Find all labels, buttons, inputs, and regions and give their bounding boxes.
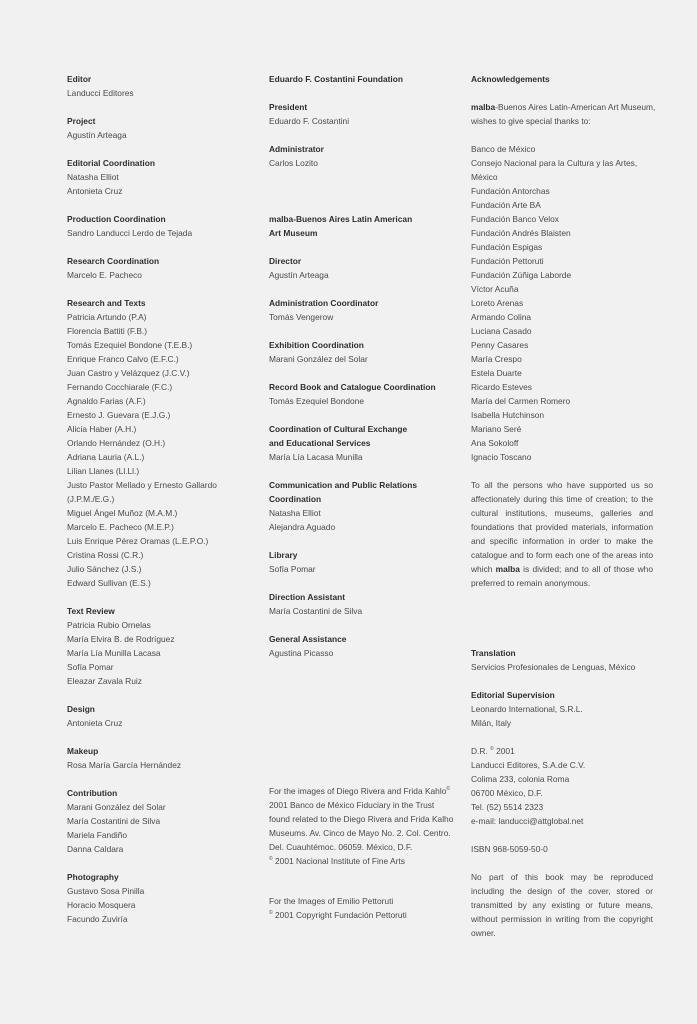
research-texts-author: Luis Enrique Pérez Oramas (L.E.P.O.): [67, 536, 209, 546]
record-book-name: Tomás Ezequiel Bondone: [269, 396, 364, 406]
thanks-item: Fundación Espigas: [471, 242, 543, 252]
research-texts-author: Orlando Hernández (O.H.): [67, 438, 166, 448]
president-name: Eduardo F. Costantini: [269, 116, 350, 126]
research-texts-author: Justo Pastor Mellado y Ernesto Gallardo: [67, 480, 217, 490]
research-texts-author: Miguel Ángel Muñoz (M.A.M.): [67, 508, 178, 518]
thanks-item: Ignacio Toscano: [471, 452, 532, 462]
project-heading: Project: [67, 116, 96, 126]
research-texts-author: Julio Sánchez (J.S.): [67, 564, 142, 574]
research-texts-author: Juan Castro y Velázquez (J.C.V.): [67, 368, 190, 378]
research-texts-author: Alicia Haber (A.H.): [67, 424, 137, 434]
publisher-address-line: Tel. (52) 5514 2323: [471, 802, 544, 812]
production-coordination-name: Sandro Landucci Lerdo de Tejada: [67, 228, 193, 238]
thanks-item: Fundación Banco Velox: [471, 214, 559, 224]
research-texts-author: Agnaldo Farias (A.F.): [67, 396, 146, 406]
thanks-item: México: [471, 172, 498, 182]
exhibition-coordination-name: Marani González del Solar: [269, 354, 368, 364]
image-rights-note: [269, 784, 454, 868]
publisher-email: e-mail: landucci@attglobal.net: [471, 816, 584, 826]
library-name: Sofía Pomar: [269, 564, 316, 574]
pettoruti-note: [269, 894, 449, 922]
editorial-coordination-name: Antonieta Cruz: [67, 186, 123, 196]
research-texts-author: Lilian Llanes (Ll.Ll.): [67, 466, 140, 476]
direction-assistant-heading: Direction Assistant: [269, 592, 346, 602]
communication-heading: Communication and Public Relations: [269, 480, 417, 490]
production-coordination-heading: Production Coordination: [67, 214, 166, 224]
editorial-coordination-name: Natasha Elliot: [67, 172, 119, 182]
director-heading: Director: [269, 256, 302, 266]
exhibition-coordination-heading: Exhibition Coordination: [269, 340, 364, 350]
thanks-item: Armando Colina: [471, 312, 532, 322]
publisher-address-line: Colima 233, colonia Roma: [471, 774, 570, 784]
contribution-name: María Costantini de Silva: [67, 816, 161, 826]
cultural-exchange-heading: and Educational Services: [269, 438, 371, 448]
editorial-supervision-name: Milán, Italy: [471, 718, 512, 728]
thanks-item: Fundación Andrés Blaisten: [471, 228, 571, 238]
makeup-heading: Makeup: [67, 746, 99, 756]
thanks-item: Isabella Hutchinson: [471, 410, 545, 420]
thanks-item: Fundación Zúñiga Laborde: [471, 270, 572, 280]
administrator-name: Carlos Lozito: [269, 158, 318, 168]
administration-coordinator-name: Tomás Vengerow: [269, 312, 334, 322]
communication-heading: Coordination: [269, 494, 322, 504]
administrator-heading: Administrator: [269, 144, 324, 154]
cultural-exchange-name: María Lía Lacasa Munilla: [269, 452, 363, 462]
foundation-heading: Eduardo F. Costantini Foundation: [269, 74, 403, 84]
dr-label: D.R.: [471, 746, 488, 756]
thanks-item: Mariano Seré: [471, 424, 522, 434]
research-texts-author: Enrique Franco Calvo (E.F.C.): [67, 354, 179, 364]
thanks-item: Consejo Nacional para la Cultura y las Artes,: [471, 158, 638, 168]
thanks-item: Estela Duarte: [471, 368, 522, 378]
research-texts-author: Ernesto J. Guevara (E.J.G.): [67, 410, 171, 420]
closing-text: is divided; and to all of those who preferred to remain anonymous.: [471, 564, 653, 588]
text-review-name: Sofía Pomar: [67, 662, 114, 672]
pettoruti-note-line: [269, 908, 449, 922]
thanks-item: Loreto Arenas: [471, 298, 524, 308]
thanks-item: Víctor Acuña: [471, 284, 519, 294]
research-texts-author: Patricia Artundo (P.A): [67, 312, 147, 322]
record-book-heading: Record Book and Catalogue Coordination: [269, 382, 436, 392]
closing-paragraph: [471, 478, 653, 590]
contribution-name: Danna Caldara: [67, 844, 124, 854]
rivera-note-line: [269, 854, 449, 868]
research-coordination-name: Marcelo E. Pacheco: [67, 270, 142, 280]
contribution-heading: Contribution: [67, 788, 118, 798]
administration-coordinator-heading: Administration Coordinator: [269, 298, 379, 308]
general-assistance-heading: General Assistance: [269, 634, 347, 644]
text-review-name: Eleazar Zavala Ruiz: [67, 676, 142, 686]
malba-brand: malba: [495, 564, 520, 574]
editor-name: Landucci Editores: [67, 88, 134, 98]
thanks-item: María Crespo: [471, 354, 522, 364]
president-heading: President: [269, 102, 308, 112]
publisher-address-line: Landucci Editores, S.A.de C.V.: [471, 760, 586, 770]
research-texts-author: Fernando Cocchiarale (F.C.): [67, 382, 173, 392]
contribution-name: Mariela Fandiño: [67, 830, 128, 840]
cultural-exchange-heading: Coordination of Cultural Exchange: [269, 424, 408, 434]
thanks-item: Ricardo Esteves: [471, 382, 532, 392]
closing-text: To all the persons who have supported us so affectionately during this time of creation; to the cultural institutions, museums, galleries and foundations that provided materials, information and specific information in order to make the catalogue and to form each one of the areas into which: [471, 480, 653, 574]
rivera-note-text: For the images of Diego Rivera and Frida Kahlo: [269, 786, 447, 796]
credits-column-left: [67, 72, 247, 926]
rivera-note-line: found related to the Diego Rivera and Frida Kalho: [269, 814, 454, 824]
research-texts-heading: Research and Texts: [67, 298, 146, 308]
thanks-item: Fundación Pettoruti: [471, 256, 544, 266]
pettoruti-note-line: For the Images of Emilio Pettoruti: [269, 896, 394, 906]
rivera-note-line: [269, 784, 449, 798]
rights-notice: No part of this book may be reproduced including the design of the cover, stored or transmitted by any existing or future means, without permission in writing from the copyright owner.: [471, 872, 653, 938]
design-name: Antonieta Cruz: [67, 718, 123, 728]
text-review-name: María Lía Munilla Lacasa: [67, 648, 161, 658]
copyright-mark: ©: [446, 786, 451, 793]
research-texts-author: Cristina Rossi (C.R.): [67, 550, 144, 560]
isbn: ISBN 968-5059-50-0: [471, 844, 548, 854]
translation-heading: Translation: [471, 648, 516, 658]
text-review-heading: Text Review: [67, 606, 115, 616]
thanks-item: María del Carmen Romero: [471, 396, 571, 406]
photography-name: Facundo Zuviría: [67, 914, 128, 924]
general-assistance-name: Agustina Picasso: [269, 648, 334, 658]
copyright-mark: ©: [269, 856, 273, 863]
design-heading: Design: [67, 704, 95, 714]
publisher-address-line: 06700 México, D.F.: [471, 788, 543, 798]
thanks-item: Banco de México: [471, 144, 536, 154]
credits-column-right: [471, 72, 656, 590]
copyright-mark: ©: [269, 910, 273, 917]
museum-heading: malba-Buenos Aires Latin American: [269, 214, 413, 224]
acknowledgements-heading: Acknowledgements: [471, 74, 550, 84]
publication-details: [471, 646, 653, 940]
acknowledgements-intro-line: wishes to give special thanks to:: [471, 116, 591, 126]
director-name: Agustín Arteaga: [269, 270, 329, 280]
makeup-name: Rosa María García Hernández: [67, 760, 182, 770]
acknowledgements-intro-text: -Buenos Aires Latin-American Art Museum,: [495, 102, 656, 112]
photography-name: Gustavo Sosa Pinilla: [67, 886, 145, 896]
contribution-name: Marani González del Solar: [67, 802, 166, 812]
photography-name: Horacio Mosquera: [67, 900, 136, 910]
thanks-item: Fundación Antorchas: [471, 186, 550, 196]
acknowledgements-intro-line: [471, 100, 656, 114]
museum-heading: Art Museum: [269, 228, 318, 238]
rivera-note-text: 2001 Nacional Institute of Fine Arts: [275, 856, 405, 866]
photography-heading: Photography: [67, 872, 119, 882]
research-texts-author: (J.P.M./E.G.): [67, 494, 115, 504]
editor-heading: Editor: [67, 74, 92, 84]
text-review-name: María Elvira B. de Rodríguez: [67, 634, 175, 644]
research-coordination-heading: Research Coordination: [67, 256, 160, 266]
research-texts-author: Marcelo E. Pacheco (M.E.P.): [67, 522, 174, 532]
library-heading: Library: [269, 550, 298, 560]
credits-column-middle: [269, 72, 449, 660]
direction-assistant-name: María Costantini de Silva: [269, 606, 363, 616]
rivera-note-line: 2001 Banco de México Fiduciary in the Trust: [269, 800, 435, 810]
rivera-note-line: Museums. Av. Cinco de Mayo No. 2. Col. Centro.: [269, 828, 451, 838]
rivera-note-line: Del. Cuauhtémoc. 06059. México, D.F.: [269, 842, 413, 852]
thanks-item: Ana Sokoloff: [471, 438, 519, 448]
project-name: Agustín Arteaga: [67, 130, 127, 140]
text-review-name: Patricia Rubio Ornelas: [67, 620, 151, 630]
thanks-item: Penny Casares: [471, 340, 529, 350]
research-texts-author: Adriana Lauria (A.L.): [67, 452, 145, 462]
thanks-item: Fundación Arte BA: [471, 200, 541, 210]
pettoruti-note-text: 2001 Copyright Fundación Pettoruti: [275, 910, 407, 920]
copyright-year: 2001: [496, 746, 515, 756]
editorial-supervision-heading: Editorial Supervision: [471, 690, 555, 700]
translation-name: Servicios Profesionales de Lenguas, México: [471, 662, 636, 672]
editorial-supervision-name: Leonardo International, S.R.L.: [471, 704, 583, 714]
copyright-line: [471, 744, 653, 758]
research-texts-author: Edward Sullivan (E.S.): [67, 578, 151, 588]
malba-brand: malba: [471, 102, 496, 112]
communication-name: Alejandra Aguado: [269, 522, 336, 532]
communication-name: Natasha Elliot: [269, 508, 321, 518]
research-texts-author: Tomás Ezequiel Bondone (T.E.B.): [67, 340, 193, 350]
thanks-item: Luciana Casado: [471, 326, 532, 336]
editorial-coordination-heading: Editorial Coordination: [67, 158, 155, 168]
copyright-mark: ©: [490, 746, 494, 753]
research-texts-author: Florencia Battiti (F.B.): [67, 326, 148, 336]
